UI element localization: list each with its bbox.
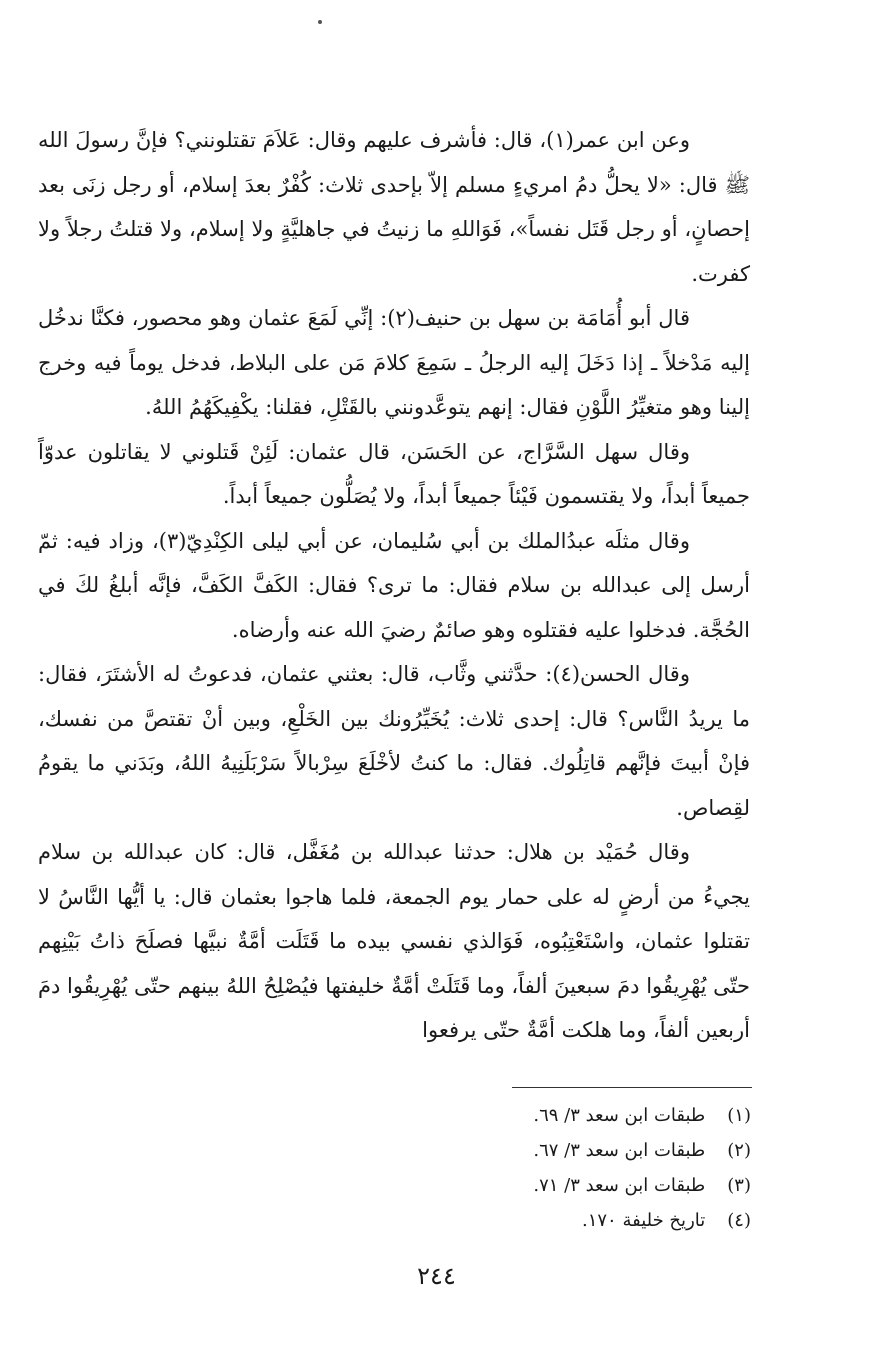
main-text bbox=[38, 118, 750, 1053]
page-mark bbox=[318, 20, 322, 24]
footnote-number: (٣) bbox=[727, 1175, 751, 1196]
footnote-number: (٢) bbox=[727, 1140, 751, 1161]
paragraph: قال أبو أُمَامَة بن سهل بن حنيف(٢): إنِّي لَمَعَ عثمان وهو محصور، فكنَّا ندخُل إليه مَدْخلاً ـ إذا دَخَلَ إليه الرجلُ ـ سَمِعَ كلامَ مَن على البلاط، فدخل يوماً فيه وخرج إلينا وهو متغيِّرُ اللَّوْنِ فقال: إنهم يتوعَّدونني بالقَتْلِ، فقلنا: يكْفِيكَهُمُ اللهُ. bbox=[38, 306, 750, 419]
footnote-number: (١) bbox=[727, 1105, 751, 1126]
page-number: ٢٤٤ bbox=[417, 1262, 456, 1290]
footnote-divider bbox=[512, 1087, 752, 1088]
paragraph: وقال حُمَيْد بن هلال: حدثنا عبدالله بن مُغَفَّل، قال: كان عبدالله بن سلام يجيءُ من أرضٍ له على حمار يوم الجمعة، فلما هاجوا بعثمان قال: يا أيُّها النَّاسُ لا تقتلوا عثمان، واسْتَعْتِبُوه، فَوَالذي نفسي بيده ما قَتَلَت أمَّةٌ نبيَّها فصلَحَ ذاتُ بَيْنِهم حتّى يُهْرِيقُوا دمَ سبعينَ ألفاً، وما قَتَلَتْ أمَّةٌ خليفتها فيُصْلِحُ اللهُ بينهم حتّى يُهْرِيقُوا دمَ أربعين ألفاً، وما هلكت أمَّةٌ حتّى يرفعوا bbox=[38, 840, 750, 1042]
footnote-item bbox=[391, 1133, 751, 1168]
paragraph: وقال الحسن(٤): حدَّثني وثَّاب، قال: بعثني عثمان، فدعوتُ له الأشتَرَ، فقال: ما يريدُ النَّاس؟ قال: إحدى ثلاث: يُخَيِّرُونك بين الخَلْعِ، وبين أنْ تقتصَّ من نفسك، فإنْ أبيتَ فإنَّهم قاتِلُوك. فقال: ما كنتُ لأخْلَعَ سِرْبالاً سَرْبَلَنِيهُ اللهُ، وبَدَني ما يقومُ لقِصاص. bbox=[38, 662, 750, 820]
paragraph: وعن ابن عمر(١)، قال: فأشرف عليهم وقال: عَلاَمَ تقتلونني؟ فإنَّ رسولَ الله ﷺ قال: «لا يحلُّ دمُ امريءٍ مسلم إلاّ بإحدى ثلاث: كُفْرٌ بعدَ إسلام، أو رجل زنَى بعد إحصانٍ، أو رجل قَتَل نفساً»، فَوَاللهِ ما زنيتُ في جاهليَّةٍ ولا إسلام، ولا قتلتُ رجلاً ولا كفرت. bbox=[38, 128, 750, 286]
footnote-text: طبقات ابن سعد ٣/ ٧١. bbox=[533, 1175, 706, 1196]
footnote-text: طبقات ابن سعد ٣/ ٦٧. bbox=[533, 1140, 706, 1161]
footnote-item bbox=[391, 1098, 751, 1133]
paragraph: وقال سهل السَّرَّاج، عن الحَسَن، قال عثمان: لَئِنْ قَتلوني لا يقاتلون عدوّاً جميعاً أبداً، ولا يقتسمون فَيْئاً جميعاً أبداً، ولا يُصَلُّون جميعاً أبداً. bbox=[38, 439, 750, 508]
footnote-number: (٤) bbox=[727, 1210, 751, 1231]
paragraph: وقال مثلَه عبدُالملك بن أبي سُليمان، عن أبي ليلى الكِنْدِيّ(٣)، وزاد فيه: ثمّ أرسل إلى عبدالله بن سلام فقال: ما ترى؟ فقال: الكَفَّ الكَفَّ، فإنَّه أبلغُ لكَ في الحُجَّة. فدخلوا عليه فقتلوه وهو صائمٌ رضيَ الله عنه وأرضاه. bbox=[38, 528, 750, 642]
footnote-text: تاريخ خليفة ١٧٠. bbox=[581, 1210, 706, 1231]
footnote-item bbox=[391, 1203, 751, 1238]
footnotes-list bbox=[391, 1098, 751, 1238]
footnote-item bbox=[391, 1168, 751, 1203]
footnote-text: طبقات ابن سعد ٣/ ٦٩. bbox=[533, 1105, 706, 1126]
